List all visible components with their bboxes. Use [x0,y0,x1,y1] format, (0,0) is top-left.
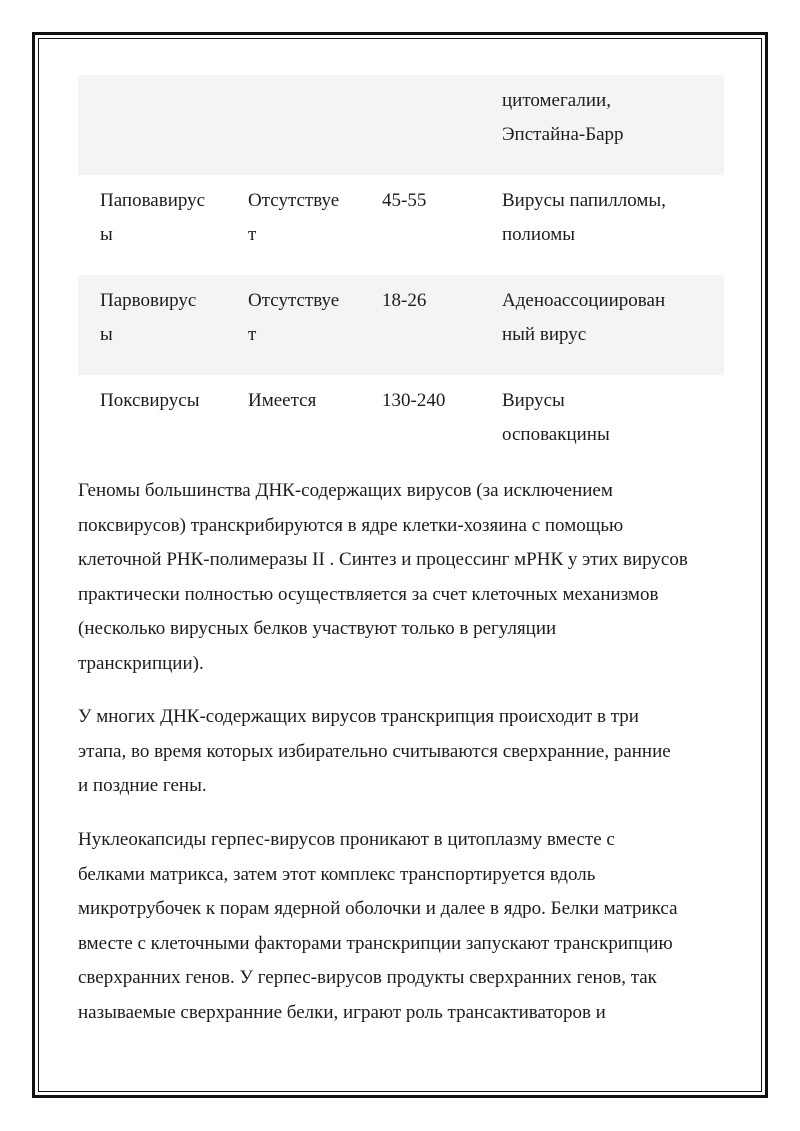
text-line: У многих ДНК-содержащих вирусов транскрипция происходит в три [78,706,639,727]
table-cell-examples [502,284,665,352]
table-cell-family [100,184,205,252]
text-line: транскрипции). [78,652,204,674]
cell-line: 130-240 [382,390,446,411]
cell-line: ный вирус [502,324,587,345]
table-row [78,375,724,483]
text-line: и поздние гены. [78,775,207,796]
text-line: белками матрикса, затем этот комплекс транспортируется вдоль [78,863,596,885]
cell-line: Эпстайна-Барр [502,124,624,145]
table-cell-size [382,384,445,418]
table-cell-envelope [248,184,339,252]
table-row [78,275,724,375]
paragraph-transcription-intro [78,474,734,681]
text-line: вместе с клеточными факторами транскрипции запускают транскрипцию [78,932,673,954]
cell-line: 45-55 [382,190,427,211]
cell-line: Отсутствуе [248,190,340,211]
table-cell-envelope [248,284,339,352]
cell-line: ы [100,224,113,245]
cell-line: т [248,324,257,345]
table-cell-examples [502,84,624,152]
text-line: сверхранних генов. У герпес-вирусов продукты сверхранних генов, так [78,967,657,988]
text-line: микротрубочек к порам ядерной оболочки и далее в ядро. Белки матрикса [78,898,678,919]
text-line: практически полностью осуществляется за счет клеточных механизмов [78,583,659,605]
table-row [78,75,724,175]
cell-line: Паповавирус [100,190,206,211]
cell-line: Поксвирусы [100,390,200,411]
text-line: Нуклеокапсиды герпес-вирусов проникают в цитоплазму вместе с [78,829,615,850]
table-row [78,175,724,275]
cell-line: полиомы [502,224,575,245]
paragraph-transcription-stages [78,700,734,804]
table-cell-family [100,384,200,418]
cell-line: Парвовирус [100,290,197,311]
cell-line: ы [100,324,113,345]
text-line: (несколько вирусных белков участвуют только в регуляции [78,618,557,639]
cell-line: 18-26 [382,290,427,311]
cell-line: Вирусы [502,390,565,411]
text-line: называемые сверхранние белки, играют роль трансактиваторов и [78,1001,606,1023]
cell-line: Имеется [248,390,317,411]
cell-line: Аденоассоциирован [502,290,666,311]
cell-line: Отсутствуе [248,290,340,311]
table-cell-examples [502,184,666,252]
table-cell-envelope [248,384,316,418]
text-line: клеточной РНК-полимеразы II . Синтез и процессинг мРНК у этих вирусов [78,549,688,570]
table-cell-size [382,284,426,318]
virus-table [78,75,724,483]
table-cell-size [382,184,426,218]
text-line: Геномы большинства ДНК-содержащих вирусов (за исключением [78,480,613,501]
cell-line: т [248,224,257,245]
cell-line: осповакцины [502,424,610,445]
table-cell-examples [502,384,610,452]
text-line: поксвирусов) транскрибируются в ядре клетки-хозяина с помощью [78,514,624,536]
paragraph-herpes-nucleocapsids [78,823,734,1030]
cell-line: Вирусы папилломы, [502,190,666,211]
cell-line: цитомегалии, [502,90,611,111]
table-cell-family [100,284,196,352]
text-line: этапа, во время которых избирательно считываются сверхранние, ранние [78,740,671,762]
